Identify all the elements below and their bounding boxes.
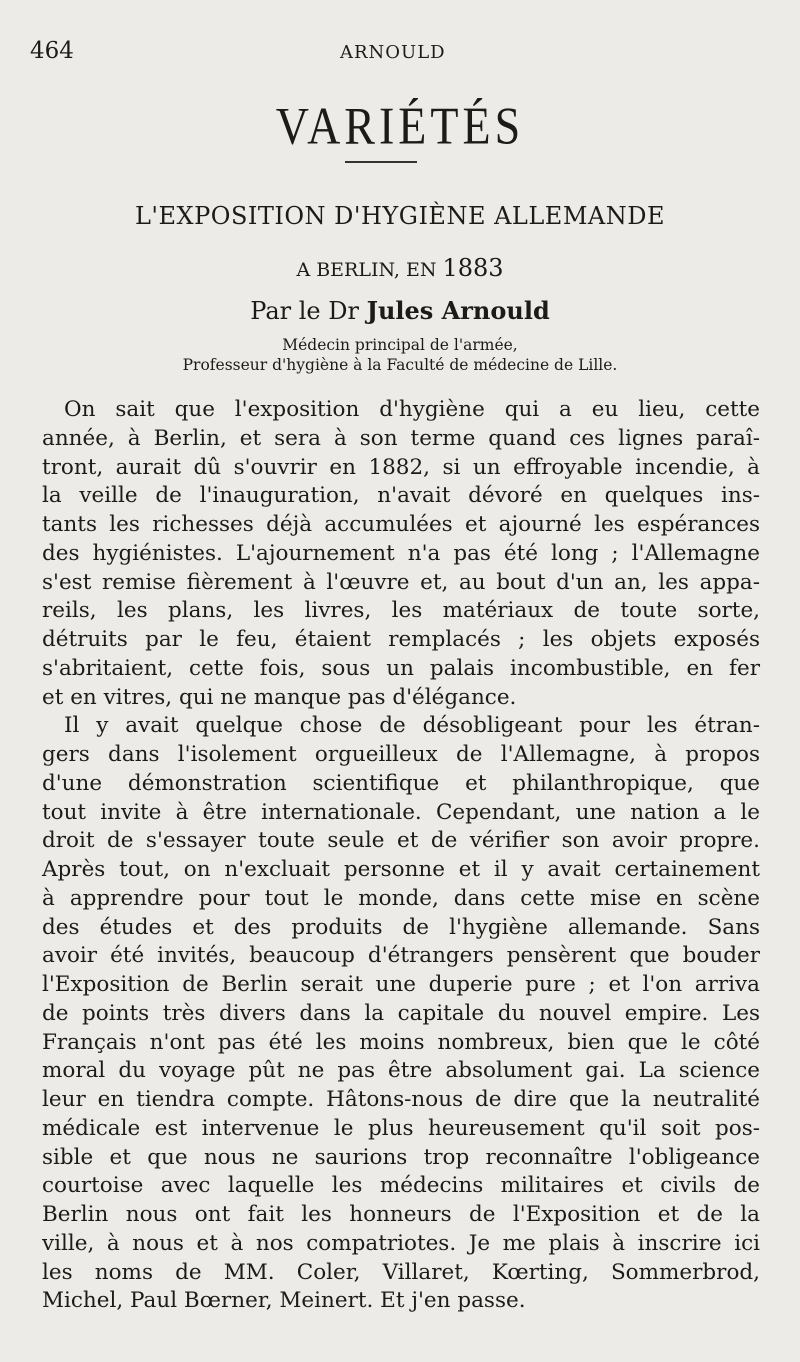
body-line: sible et que nous ne saurions trop reconnaître l'obligeance bbox=[42, 1144, 760, 1170]
body-line: Berlin nous ont fait les honneurs de l'Exposition et de la bbox=[42, 1202, 760, 1227]
body-line: la veille de l'inauguration, n'avait dévoré en quelques ins- bbox=[42, 483, 760, 509]
body-line: avoir été invités, beaucoup d'étrangers pensèrent que bouder bbox=[42, 943, 760, 969]
body-line: médicale est intervenue le plus heureusement qu'il soit pos- bbox=[42, 1115, 760, 1141]
article-title: L'EXPOSITION D'HYGIÈNE ALLEMANDE bbox=[134, 202, 665, 230]
page-number: 464 bbox=[30, 38, 74, 64]
body-line: l'Exposition de Berlin serait une duperie pure ; et l'on arriva bbox=[42, 972, 760, 997]
subtitle-year: 1883 bbox=[442, 254, 504, 282]
body-line: s'abritaient, cette fois, sous un palais incombustible, en fer bbox=[42, 655, 760, 681]
running-title: ARNOULD bbox=[340, 42, 446, 63]
article-subtitle bbox=[0, 254, 800, 282]
body-line: année, à Berlin, et sera à son terme quand ces lignes paraî- bbox=[42, 425, 760, 451]
body-line: et en vitres, qui ne manque pas d'élégance. bbox=[42, 684, 517, 710]
body-line: Il y avait quelque chose de désobligeant pour les étran- bbox=[64, 713, 760, 739]
author-name: Jules Arnould bbox=[366, 296, 550, 325]
body-line: droit de s'essayer toute seule et de vérifier son avoir propre. bbox=[42, 828, 760, 854]
body-line: gers dans l'isolement orgueilleux de l'Allemagne, à propos bbox=[42, 742, 760, 767]
title-rule bbox=[345, 161, 417, 163]
body-line: les noms de MM. Coler, Villaret, Kœrting, Sommerbrod, bbox=[42, 1259, 760, 1285]
body-line: Michel, Paul Bœrner, Meinert. Et j'en passe. bbox=[42, 1288, 526, 1314]
body-line: reils, les plans, les livres, les matériaux de toute sorte, bbox=[42, 598, 760, 624]
body-line: tants les richesses déjà accumulées et ajourné les espérances bbox=[42, 512, 760, 537]
body-line: Après tout, on n'excluait personne et il y avait certainement bbox=[42, 857, 760, 882]
body-line: détruits par le feu, étaient remplacés ; les objets exposés bbox=[42, 627, 760, 652]
body-line: moral du voyage pût ne pas être absolument gai. La science bbox=[42, 1058, 760, 1084]
body-line: d'une démonstration scientifique et philanthropique, que bbox=[42, 770, 760, 796]
body-line: On sait que l'exposition d'hygiène qui a eu lieu, cette bbox=[64, 397, 760, 422]
body-line: courtoise avec laquelle les médecins militaires et civils de bbox=[42, 1173, 760, 1199]
author-affiliation-1: Médecin principal de l'armée, bbox=[282, 336, 518, 354]
body-line: tront, aurait dû s'ouvrir en 1882, si un effroyable incendie, à bbox=[42, 454, 760, 480]
body-line: à apprendre pour tout le monde, dans cette mise en scène bbox=[42, 885, 760, 911]
body-line: des études et des produits de l'hygiène allemande. Sans bbox=[42, 914, 760, 940]
byline bbox=[0, 296, 800, 325]
article-body bbox=[42, 396, 760, 1316]
body-line: Français n'ont pas été les moins nombreux, bien que le côté bbox=[42, 1029, 760, 1055]
section-title: VARIÉTÉS bbox=[275, 96, 525, 155]
byline-prefix: Par le Dr bbox=[250, 297, 367, 325]
running-head bbox=[30, 38, 770, 68]
body-line: tout invite à être internationale. Cependant, une nation a le bbox=[42, 799, 760, 825]
subtitle-prefix: A BERLIN, EN bbox=[296, 259, 443, 281]
body-line: des hygiénistes. L'ajournement n'a pas été long ; l'Allemagne bbox=[42, 540, 760, 566]
author-affiliation-2: Professeur d'hygiène à la Faculté de médecine de Lille. bbox=[182, 356, 618, 374]
body-line: s'est remise fièrement à l'œuvre et, au bout d'un an, les appa- bbox=[42, 569, 760, 595]
body-line: leur en tiendra compte. Hâtons-nous de dire que la neutralité bbox=[42, 1087, 760, 1112]
body-line: ville, à nous et à nos compatriotes. Je me plais à inscrire ici bbox=[42, 1230, 760, 1256]
body-line: de points très divers dans la capitale du nouvel empire. Les bbox=[42, 1000, 760, 1026]
